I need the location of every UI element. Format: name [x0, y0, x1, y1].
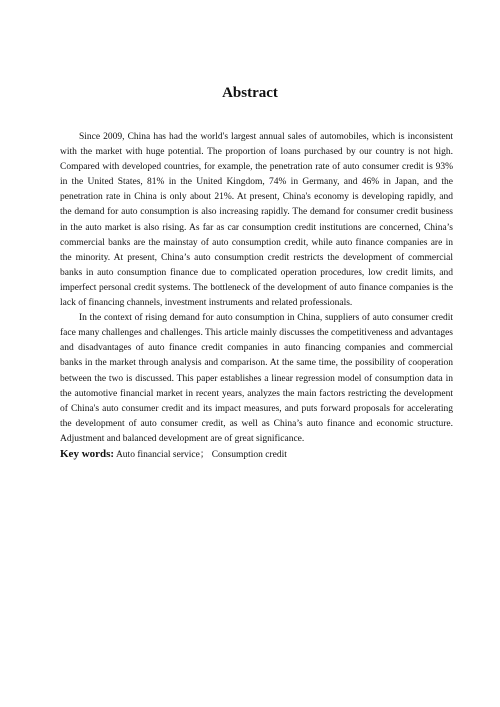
abstract-body [60, 130, 453, 463]
keywords-items: Auto financial service； Consumption credit [115, 449, 287, 460]
page-title: Abstract [222, 85, 278, 101]
abstract-paragraph-1: Since 2009, China has had the world's largest annual sales of automobiles, which is inconsistent with the market with huge potential. The proportion of loans purchased by our country is not high. Compared with developed countries, for example, the penetration rate of auto consumer credit is 93% in the United States, 81% in the United Kingdom, 74% in Germany, and 46% in Japan, and the penetration rate in China is only about 21%. At present, China's economy is developing rapidly, and the demand for auto consumption is also increasing rapidly. The demand for consumer credit business in the auto market is also rising. As far as car consumption credit institutions are concerned, China’s commercial banks are the mainstay of auto consumption credit, while auto finance companies are in the minority. At present, China’s auto consumption credit restricts the development of commercial banks in auto consumption finance due to complicated operation procedures, low credit limits, and imperfect personal credit systems. The bottleneck of the development of auto finance companies is the lack of financing channels, investment instruments and related professionals. [60, 132, 453, 309]
abstract-paragraph-2: In the context of rising demand for auto consumption in China, suppliers of auto consumer credit face many challenges and challenges. This article mainly discusses the competitiveness and advantages and disadvantages of auto finance credit companies in auto financing companies and commercial banks in the market through analysis and comparison. At the same time, the possibility of cooperation between the two is discussed. This paper establishes a linear regression model of consumption data in the automotive financial market in recent years, analyzes the main factors restricting the development of China's auto consumer credit and its impact measures, and puts forward proposals for accelerating the development of auto consumer credit, as well as China’s auto finance and economic structure. Adjustment and balanced development are of great significance. [60, 313, 453, 444]
keywords-label: Key words: [60, 447, 115, 460]
keywords-line [60, 447, 453, 463]
